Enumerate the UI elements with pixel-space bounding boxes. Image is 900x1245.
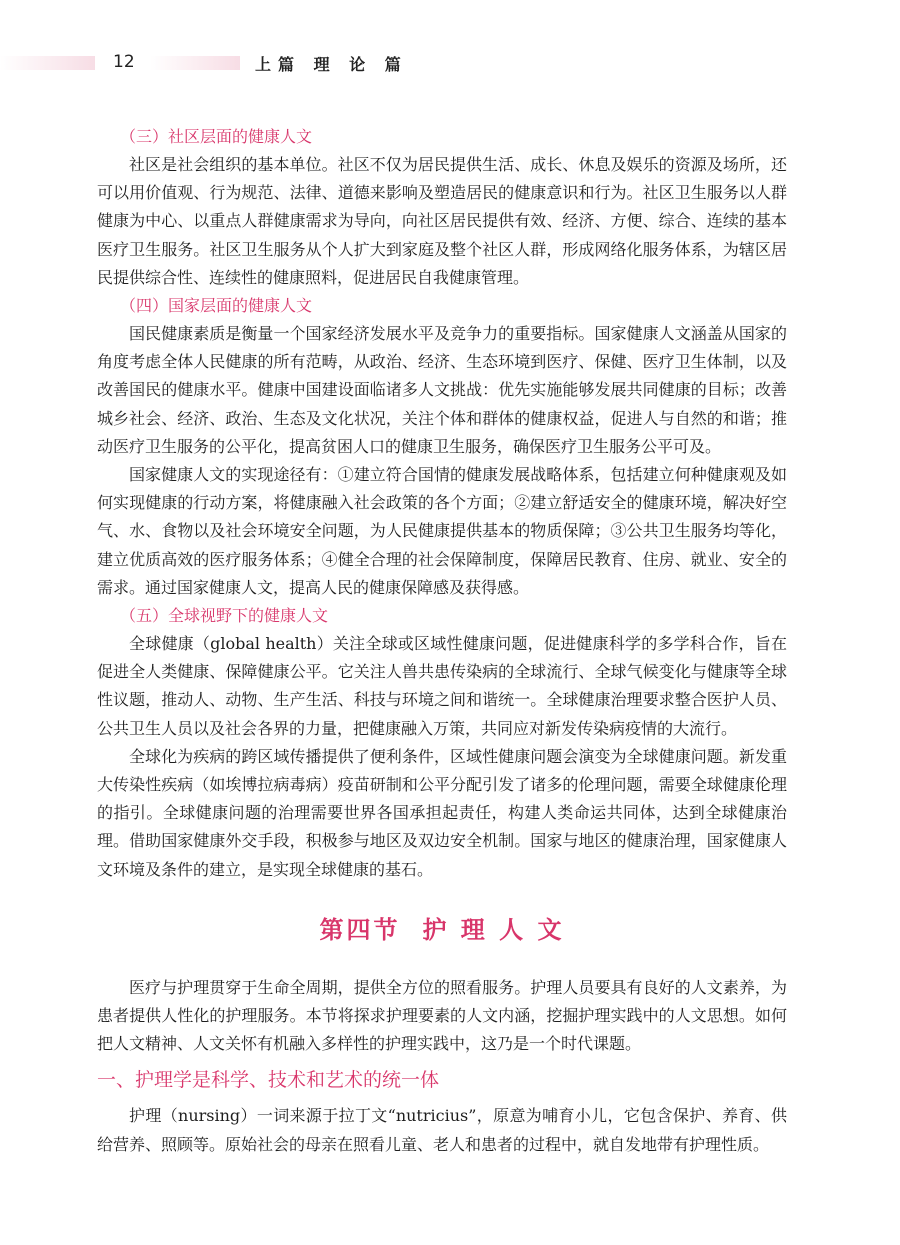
subheading-global: （五）全球视野下的健康人文 (120, 606, 329, 626)
paragraph: 全球化为疾病的跨区域传播提供了便利条件，区域性健康问题会演变为全球健康问题。新发重大传染性疾病（如埃博拉病毒病）疫苗研制和公平分配引发了诸多的伦理问题，需要全球健康伦理的指引。全球健康问题的治理需要世界各国承担起责任，构建人类命运共同体，达到全球健康治理。借助国家健康外交手段，积极参与地区及双边安全机制。国家与地区的健康治理，国家健康人文环境及条件的建立，是实现全球健康的基石。 (97, 746, 787, 879)
section-title (97, 910, 787, 950)
paragraph: 社区是社会组织的基本单位。社区不仅为居民提供生活、成长、休息及娱乐的资源及场所，还可以用价值观、行为规范、法律、道德来影响及塑造居民的健康意识和行为。社区卫生服务以人群健康为中心、以重点人群健康需求为导向，向社区居民提供有效、经济、方便、综合、连续的基本医疗卫生服务。社区卫生服务从个人扩大到家庭及整个社区人群，形成网络化服务体系，为辖区居民提供综合性、连续性的健康照料，促进居民自我健康管理。 (97, 155, 787, 287)
subheading-national: （四）国家层面的健康人文 (120, 296, 313, 316)
paragraph: 护理（nursing）一词来源于拉丁文“nutricius”，原意为哺育小儿，它包含保护、养育、供给营养、照顾等。原始社会的母亲在照看儿童、老人和患者的过程中，就自发地带有护理性质。 (97, 1106, 787, 1154)
running-header (0, 52, 900, 74)
header-decor-band (150, 56, 240, 70)
header-decor-band (0, 56, 95, 70)
paragraph: 国家健康人文的实现途径有：①建立符合国情的健康发展战略体系，包括建立何种健康观及如何实现健康的行动方案，将健康融入社会政策的各个方面；②建立舒适安全的健康环境，解决好空气、水、食物以及社会环境安全问题，为人民健康提供基本的物质保障；③公共卫生服务均等化，建立优质高效的医疗服务体系；④健全合理的社会保障制度，保障居民教育、住房、就业、安全的需求。通过国家健康人文，提高人民的健康保障感及获得感。 (97, 465, 787, 597)
level1-heading: 一、护理学是科学、技术和艺术的统一体 (97, 1069, 440, 1092)
section-name: 护 理 人 文 (422, 914, 565, 944)
running-title: 上篇 理 论 篇 (255, 55, 408, 74)
page-body (97, 123, 787, 1159)
paragraph: 全球健康（global health）关注全球或区域性健康问题，促进健康科学的多学科合作，旨在促进全人类健康、保障健康公平。它关注人兽共患传染病的全球流行、全球气候变化与健康等全球性议题，推动人、动物、生产生活、科技与环境之间和谐统一。全球健康治理要求整合医护人员、公共卫生人员以及社会各界的力量，把健康融入万策，共同应对新发传染病疫情的大流行。 (97, 634, 787, 738)
subheading-community: （三）社区层面的健康人文 (120, 127, 313, 146)
section-number: 第四节 (319, 914, 401, 944)
paragraph: 国民健康素质是衡量一个国家经济发展水平及竞争力的重要指标。国家健康人文涵盖从国家的角度考虑全体人民健康的所有范畴，从政治、经济、生态环境到医疗、保健、医疗卫生体制，以及改善国民的健康水平。健康中国建设面临诸多人文挑战：优先实施能够发展共同健康的目标；改善城乡社会、经济、政治、生态及文化状况，关注个体和群体的健康权益，促进人与自然的和谐；推动医疗卫生服务的公平化，提高贫困人口的健康卫生服务，确保医疗卫生服务公平可及。 (97, 324, 787, 456)
page-number: 12 (113, 52, 135, 72)
section-intro: 医疗与护理贯穿于生命全周期，提供全方位的照看服务。护理人员要具有良好的人文素养，为患者提供人性化的护理服务。本节将探求护理要素的人文内涵，挖掘护理实践中的人文思想。如何把人文精神、人文关怀有机融入多样性的护理实践中，这乃是一个时代课题。 (97, 977, 787, 1054)
